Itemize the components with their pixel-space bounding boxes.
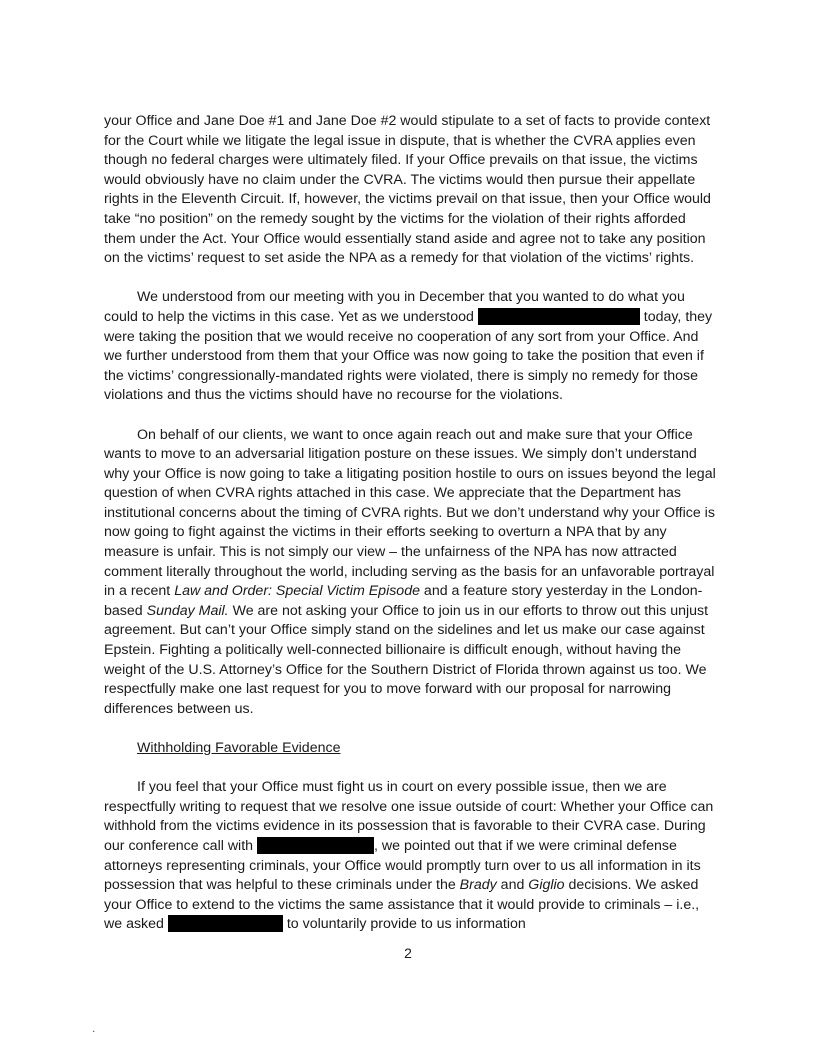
redaction-bar — [257, 837, 374, 854]
paragraph-text: today, they were taking the position that we would receive no cooperation of any sort from your Office. And we further understood from them that your Office was now going to take the position that even if the victims’ congressionally-mandated rights were violated, there is simply no remedy for those violations and thus the victims should have no recourse for the violations. — [104, 308, 713, 404]
italic-title: Sunday Mail. — [146, 602, 229, 619]
paragraph-december-meeting — [104, 288, 716, 406]
paragraph-text: On behalf of our clients, we want to once again reach out and make sure that your Office wants to move to an adversarial litigation posture on these issues. We simply don’t understand why your Office is now going to take a litigating position hostile to ours on issues beyond the legal question of when CVRA rights attached in this case. We appreciate that the Department has institutional concerns about the timing of CVRA rights. But we don’t understand why your Office is now going to fight against the victims in their efforts seeking to overturn a NPA that by any measure is unfair. This is not simply our view – the unfairness of the NPA has now attracted comment literally throughout the world, including serving as the basis for an unfavorable portrayal in a recent — [104, 426, 716, 600]
section-heading: Withholding Favorable Evidence — [137, 740, 341, 756]
letter-body — [104, 112, 716, 955]
paragraph-text: decisions. We asked your Office to extend to the victims the same assistance that it would provide to criminals – i.e., we asked — [104, 877, 700, 933]
paragraph-favorable-evidence — [104, 778, 716, 935]
redaction-bar — [168, 915, 283, 932]
paragraph-text: If you feel that your Office must fight us in court on every possible issue, then we are respectfully writing to request that we resolve one issue outside of court: Whether your Office can withhold from the victims evidence in its possession that is favorable to their CVRA case. During our conference call with — [104, 779, 714, 854]
paragraph-text: We understood from our meeting with you in December that you wanted to do what you could to help the victims in this case. Yet as we understood — [104, 289, 685, 325]
paragraph-text: to voluntarily provide to us information — [282, 916, 526, 933]
italic-title: Law and Order: Special Victim Episode — [174, 583, 420, 600]
paragraph-stipulation — [104, 112, 716, 269]
paragraph-text: your Office and Jane Doe #1 and Jane Doe #2 would stipulate to a set of facts to provide context for the Court while we litigate the legal issue in dispute, that is whether the CVRA applies even though no federal charges were ultimately filed. If your Office prevails on that issue, the victims would obviously have no claim under the CVRA. The victims would then pursue their appellate rights in the Eleventh Circuit. If, however, the victims prevail on that issue, then your Office would take “no position” on the remedy sought by the victims for the violation of their rights afforded them under the Act. Your Office would essentially stand aside and agree not to take any position on the victims’ request to set aside the NPA as a remedy for that violation of the victims’ rights. — [104, 113, 711, 267]
stray-mark: . — [92, 1021, 96, 1035]
italic-case-name: Giglio — [528, 877, 565, 894]
redaction-bar — [478, 308, 640, 325]
paragraph-text: , we pointed out that if we were criminal defense attorneys representing criminals, your Office would promptly turn over to us all information in its possession that was helpful to these criminals under the — [104, 837, 701, 894]
page-number: 2 — [404, 945, 412, 961]
paragraph-adversarial-posture — [104, 426, 716, 720]
paragraph-text: and a feature story yesterday in the London-based — [104, 583, 703, 619]
paragraph-text: and — [496, 877, 529, 894]
paragraph-text: We are not asking your Office to join us in our efforts to throw out this unjust agreement. But can’t your Office simply stand on the sidelines and let us make our case against Epstein. Fighting a politically well-connected billionaire is difficult enough, without having the weight of the U.S. Attorney’s Office for the Southern District of Florida thrown against us too. We respectfully make one last request for you to move forward with our proposal for narrowing differences between us. — [104, 602, 709, 717]
italic-case-name: Brady — [459, 877, 497, 894]
